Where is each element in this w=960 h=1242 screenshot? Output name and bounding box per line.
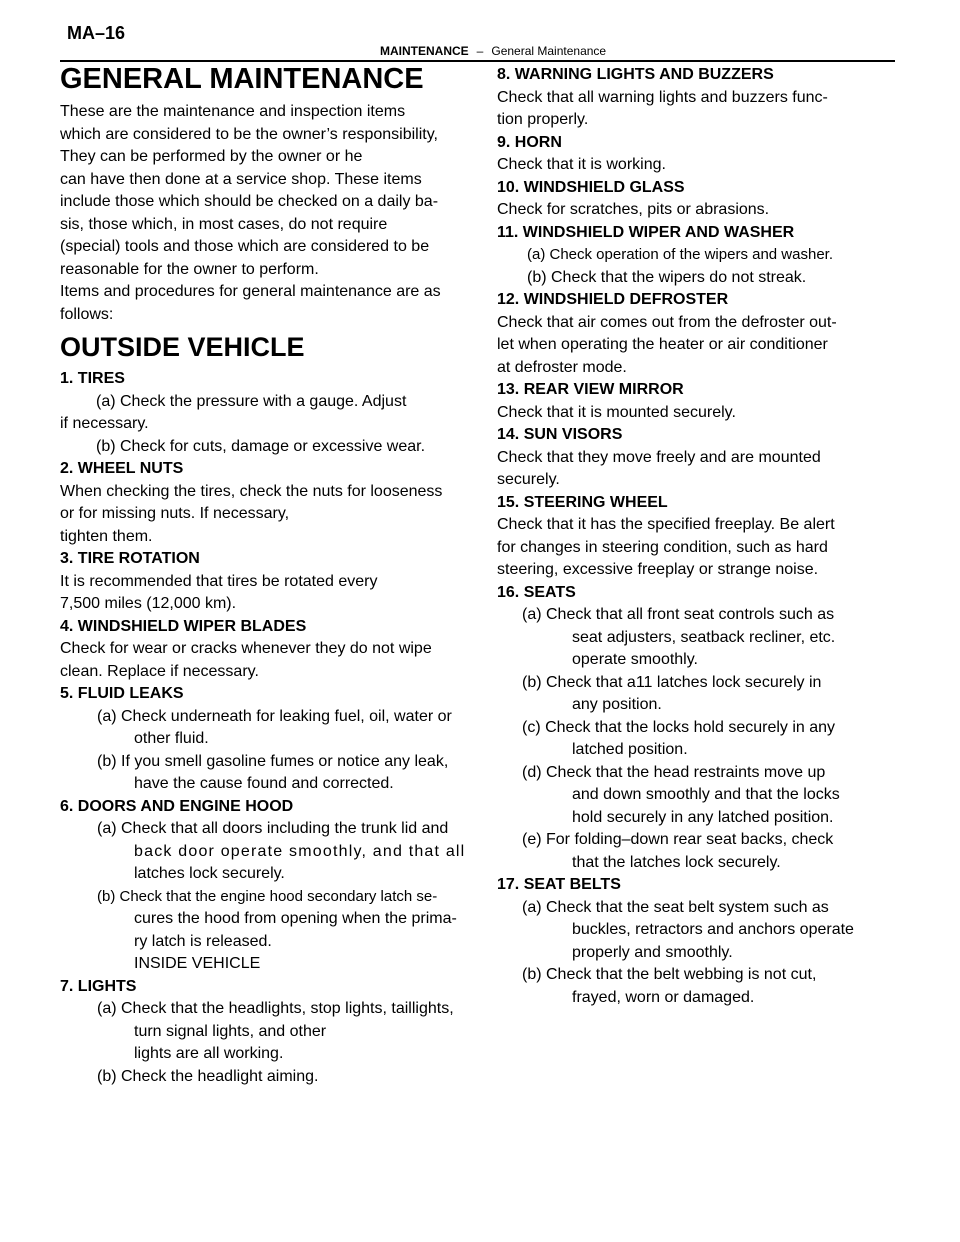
list-item: (a) Check that all doors including the trunk lid and — [97, 820, 449, 837]
list-item: (c) Check that the locks hold securely in any — [522, 718, 836, 736]
intro-line: Items and procedures for general maintenance are as — [60, 283, 441, 300]
body-line: for changes in steering condition, such as hard — [497, 538, 828, 556]
intro-line: reasonable for the owner to perform. — [60, 260, 319, 278]
list-item: ry latch is released. — [134, 932, 272, 950]
list-item: turn signal lights, and other — [134, 1022, 327, 1040]
body-line: Check that it is mounted securely. — [497, 403, 736, 421]
list-item: lights are all working. — [134, 1045, 284, 1062]
inside-vehicle-label: INSIDE VEHICLE — [134, 955, 261, 972]
page-title: GENERAL MAINTENANCE — [60, 63, 424, 95]
section-heading: 2. WHEEL NUTS — [60, 460, 184, 477]
intro-line: They can be performed by the owner or he — [60, 148, 363, 165]
list-item: (d) Check that the head restraints move up — [522, 763, 826, 781]
intro-line: These are the maintenance and inspection items — [60, 103, 406, 120]
list-item: (a) Check that the seat belt system such as — [522, 898, 829, 916]
body-line: Check that all warning lights and buzzers func- — [497, 88, 828, 106]
section-heading: 12. WINDSHIELD DEFROSTER — [497, 291, 729, 308]
header-section: MAINTENANCE — [380, 44, 469, 58]
intro-line: (special) tools and those which are considered to be — [60, 238, 430, 255]
body-line: tion properly. — [497, 111, 589, 128]
body-line: clean. Replace if necessary. — [60, 662, 259, 680]
list-item: (b) Check that a11 latches lock securely in — [522, 673, 822, 691]
outside-vehicle-heading: OUTSIDE VEHICLE — [60, 332, 305, 362]
list-item: (b) If you smell gasoline fumes or notice any leak, — [97, 752, 449, 770]
list-item: buckles, retractors and anchors operate — [572, 921, 854, 938]
running-header — [380, 44, 606, 58]
section-rear-view-mirror — [497, 379, 882, 424]
body-line: Check that it has the specified freeplay. Be alert — [497, 516, 835, 533]
section-defroster — [497, 289, 882, 379]
section-heading: 17. SEAT BELTS — [497, 876, 621, 893]
right-column — [497, 64, 882, 1009]
list-item: any position. — [572, 696, 662, 713]
section-windshield-glass — [497, 177, 882, 222]
body-line: at defroster mode. — [497, 358, 627, 376]
list-item: (e) For folding–down rear seat backs, check — [522, 831, 834, 848]
list-item: (b) Check for cuts, damage or excessive wear. — [96, 437, 426, 455]
section-heading: 11. WINDSHIELD WIPER AND WASHER — [497, 223, 795, 241]
body-line: steering, excessive freeplay or strange noise. — [497, 561, 819, 578]
body-line: tighten them. — [60, 527, 153, 545]
body-line: Check that it is working. — [497, 156, 666, 173]
section-heading: 15. STEERING WHEEL — [497, 493, 668, 511]
section-doors-hood — [60, 796, 480, 976]
body-line: Check that they move freely and are mounted — [497, 448, 821, 466]
section-horn — [497, 132, 882, 177]
section-heading: 13. REAR VIEW MIRROR — [497, 381, 684, 398]
intro-line: can have then done at a service shop. These items — [60, 170, 422, 188]
list-item: hold securely in any latched position. — [572, 808, 834, 826]
list-item: latched position. — [572, 741, 688, 758]
list-item: (b) Check that the wipers do not streak. — [527, 268, 807, 286]
list-item: operate smoothly. — [572, 651, 698, 668]
list-item: properly and smoothly. — [572, 943, 733, 961]
section-fluid-leaks — [60, 683, 480, 796]
section-heading: 14. SUN VISORS — [497, 426, 623, 443]
section-wiper-blades — [60, 616, 480, 684]
header-rule — [60, 60, 895, 62]
list-item: seat adjusters, seatback recliner, etc. — [572, 628, 836, 646]
header-subsection: General Maintenance — [491, 44, 607, 58]
section-tires — [60, 368, 480, 458]
intro-line: sis, those which, in most cases, do not require — [60, 215, 388, 233]
section-heading: 6. DOORS AND ENGINE HOOD — [60, 797, 294, 815]
body-line: let when operating the heater or air conditioner — [497, 336, 828, 353]
intro-paragraph — [60, 101, 480, 326]
list-item: (a) Check operation of the wipers and washer. — [527, 246, 833, 263]
list-item: that the latches lock securely. — [572, 853, 781, 871]
body-line: Check for scratches, pits or abrasions. — [497, 201, 770, 218]
section-wiper-washer — [497, 222, 882, 290]
body-line: 7,500 miles (12,000 km). — [60, 595, 237, 612]
list-item: (a) Check that the headlights, stop lights, taillights, — [97, 1000, 454, 1017]
list-item: other fluid. — [134, 730, 209, 747]
section-steering-wheel — [497, 492, 882, 582]
list-item: latches lock securely. — [134, 865, 285, 882]
body-line: It is recommended that tires be rotated every — [60, 572, 378, 590]
list-item: back door operate smoothly, and that all — [134, 842, 466, 860]
list-item: frayed, worn or damaged. — [572, 988, 755, 1006]
section-wheel-nuts — [60, 458, 480, 548]
section-seats — [497, 582, 882, 875]
body-line: When checking the tires, check the nuts for looseness — [60, 482, 443, 500]
section-heading: 7. LIGHTS — [60, 977, 137, 995]
section-heading: 4. WINDSHIELD WIPER BLADES — [60, 617, 307, 635]
body-line: Check for wear or cracks whenever they do not wipe — [60, 640, 432, 657]
list-item: (a) Check the pressure with a gauge. Adjust — [96, 392, 407, 410]
page-number: MA–16 — [67, 23, 126, 43]
intro-line: follows: — [60, 305, 114, 323]
section-sun-visors — [497, 424, 882, 492]
list-item: cures the hood from opening when the prima- — [134, 910, 457, 927]
list-item: (b) Check that the belt webbing is not cut, — [522, 966, 817, 983]
body-line: Check that air comes out from the defroster out- — [497, 313, 837, 331]
section-seat-belts — [497, 874, 882, 1009]
section-heading: 3. TIRE ROTATION — [60, 550, 200, 567]
section-tire-rotation — [60, 548, 480, 616]
intro-line: which are considered to be the owner’s responsibility, — [60, 125, 438, 143]
section-heading: 8. WARNING LIGHTS AND BUZZERS — [497, 66, 774, 83]
list-item: if necessary. — [60, 415, 149, 432]
section-heading: 10. WINDSHIELD GLASS — [497, 178, 685, 196]
list-item: and down smoothly and that the locks — [572, 786, 840, 803]
list-item: (b) Check the headlight aiming. — [97, 1067, 319, 1085]
section-heading: 1. TIRES — [60, 370, 125, 387]
list-item: have the cause found and corrected. — [134, 775, 394, 792]
section-warning-lights — [497, 64, 882, 132]
header-separator: – — [476, 44, 484, 58]
intro-line: include those which should be checked on a daily ba- — [60, 193, 439, 210]
list-item: (a) Check that all front seat controls such as — [522, 606, 835, 623]
section-heading: 16. SEATS — [497, 583, 576, 601]
body-line: or for missing nuts. If necessary, — [60, 505, 290, 522]
list-item: (a) Check underneath for leaking fuel, oil, water or — [97, 707, 452, 725]
left-column — [60, 64, 480, 1088]
section-heading: 9. HORN — [497, 133, 562, 151]
body-line: securely. — [497, 471, 560, 488]
section-lights — [60, 976, 480, 1089]
section-heading: 5. FLUID LEAKS — [60, 685, 184, 702]
list-item: (b) Check that the engine hood secondary latch se- — [97, 887, 438, 905]
